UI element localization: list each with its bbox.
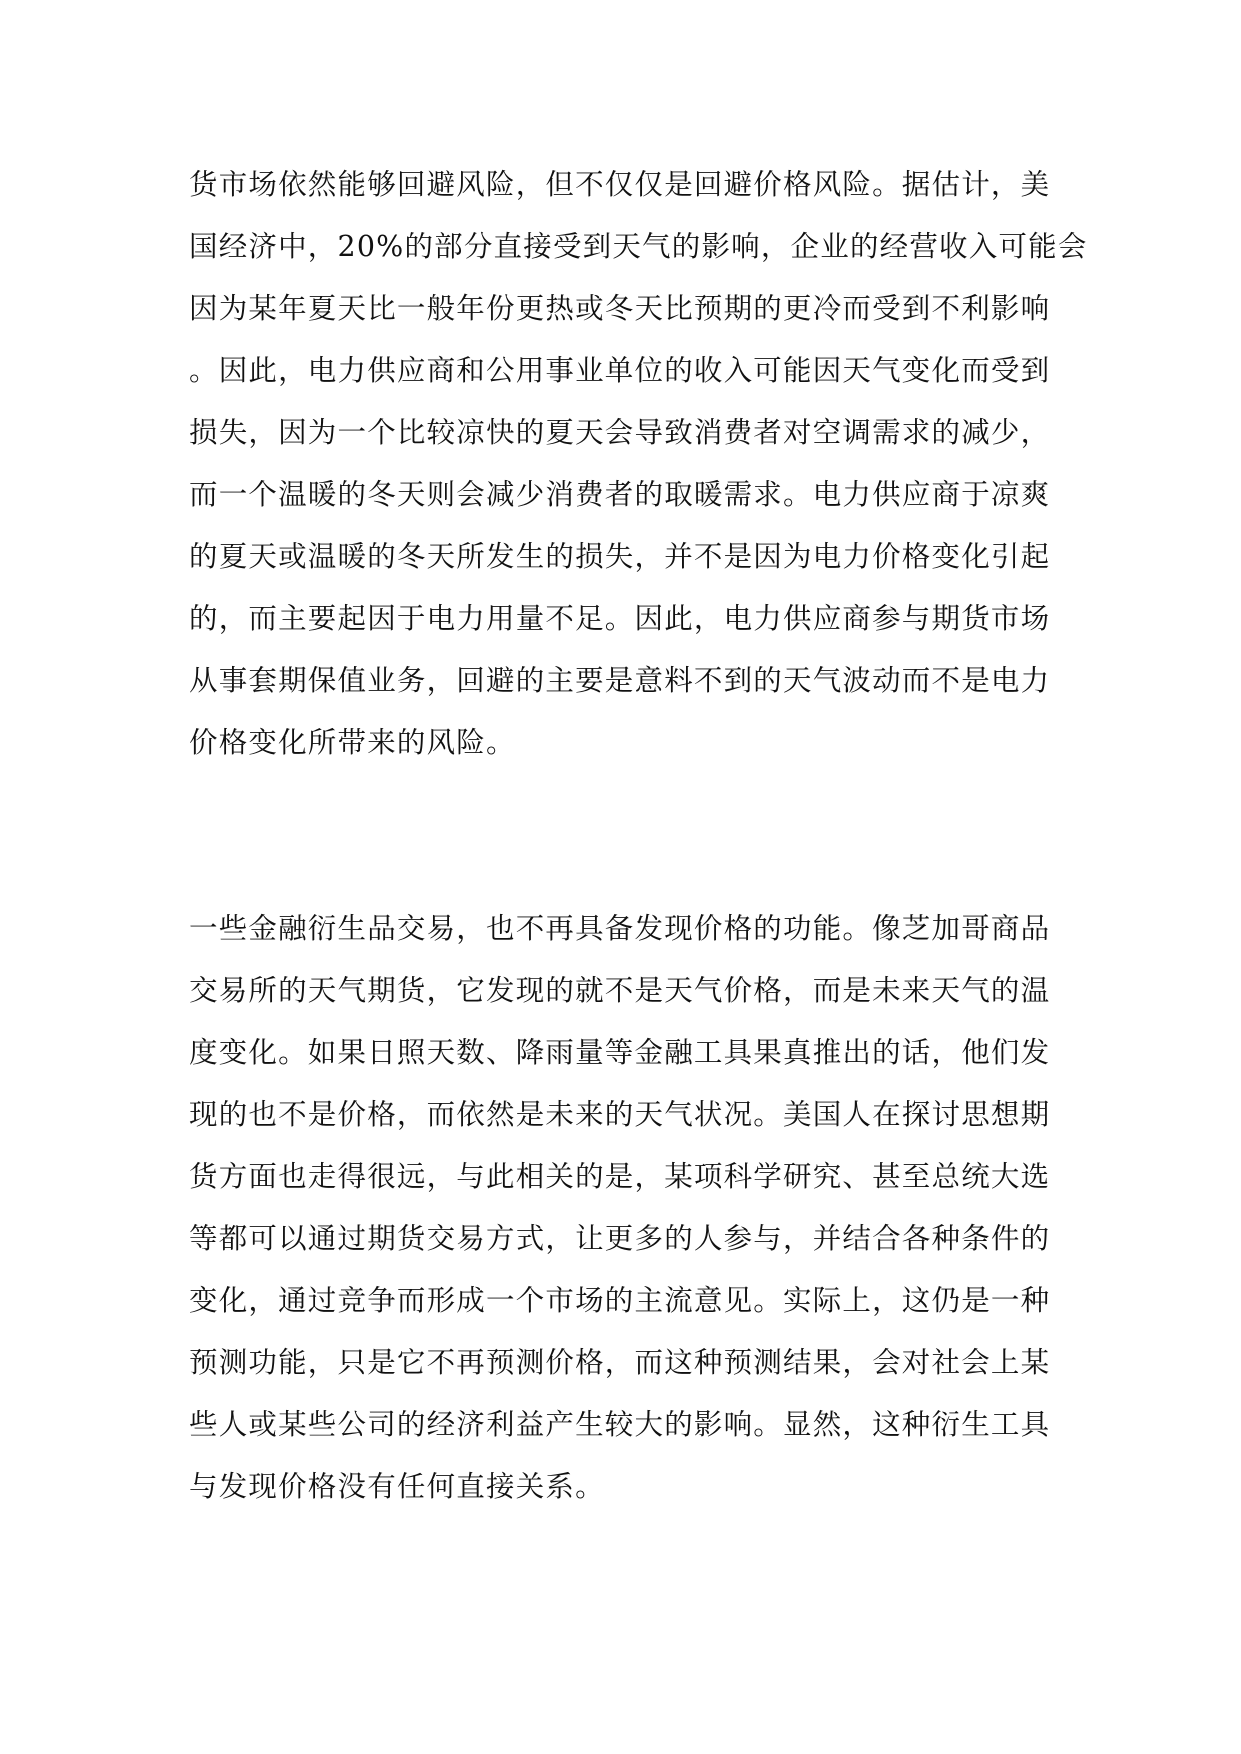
text-line: 与发现价格没有任何直接关系。 — [189, 1470, 605, 1503]
text-line: 现的也不是价格，而依然是未来的天气状况。美国人在探讨思想期 — [189, 1098, 1051, 1131]
text-line: 等都可以通过期货交易方式，让更多的人参与，并结合各种条件的 — [189, 1222, 1051, 1255]
text-line: 些人或某些公司的经济利益产生较大的影响。显然，这种衍生工具 — [189, 1408, 1051, 1441]
text-line: 度变化。如果日照天数、降雨量等金融工具果真推出的话，他们发 — [189, 1036, 1051, 1069]
text-line: 价格变化所带来的风险。 — [189, 726, 516, 759]
text-line: 交易所的天气期货，它发现的就不是天气价格，而是未来天气的温 — [189, 974, 1051, 1007]
text-line: 从事套期保值业务，回避的主要是意料不到的天气波动而不是电力 — [189, 664, 1051, 697]
text-line: 变化，通过竞争而形成一个市场的主流意见。实际上，这仍是一种 — [189, 1284, 1051, 1317]
text-line: 一些金融衍生品交易，也不再具备发现价格的功能。像芝加哥商品 — [189, 912, 1051, 945]
text-line: 预测功能，只是它不再预测价格，而这种预测结果，会对社会上某 — [189, 1346, 1051, 1379]
text-line: 国经济中，20%的部分直接受到天气的影响，企业的经营收入可能会 — [189, 230, 1088, 263]
text-line: 。因此，电力供应商和公用事业单位的收入可能因天气变化而受到 — [189, 354, 1051, 387]
text-line: 损失，因为一个比较凉快的夏天会导致消费者对空调需求的减少， — [189, 416, 1051, 449]
text-line: 而一个温暖的冬天则会减少消费者的取暖需求。电力供应商于凉爽 — [189, 478, 1051, 511]
paragraph-price-discovery — [189, 898, 1069, 1518]
text-line: 的，而主要起因于电力用量不足。因此，电力供应商参与期货市场 — [189, 602, 1051, 635]
paragraph-weather-risk — [189, 154, 1088, 774]
text-line: 货市场依然能够回避风险，但不仅仅是回避价格风险。据估计，美 — [189, 168, 1051, 201]
text-line: 货方面也走得很远，与此相关的是，某项科学研究、甚至总统大选 — [189, 1160, 1051, 1193]
text-line: 因为某年夏天比一般年份更热或冬天比预期的更冷而受到不利影响 — [189, 292, 1051, 325]
text-line: 的夏天或温暖的冬天所发生的损失，并不是因为电力价格变化引起 — [189, 540, 1051, 573]
